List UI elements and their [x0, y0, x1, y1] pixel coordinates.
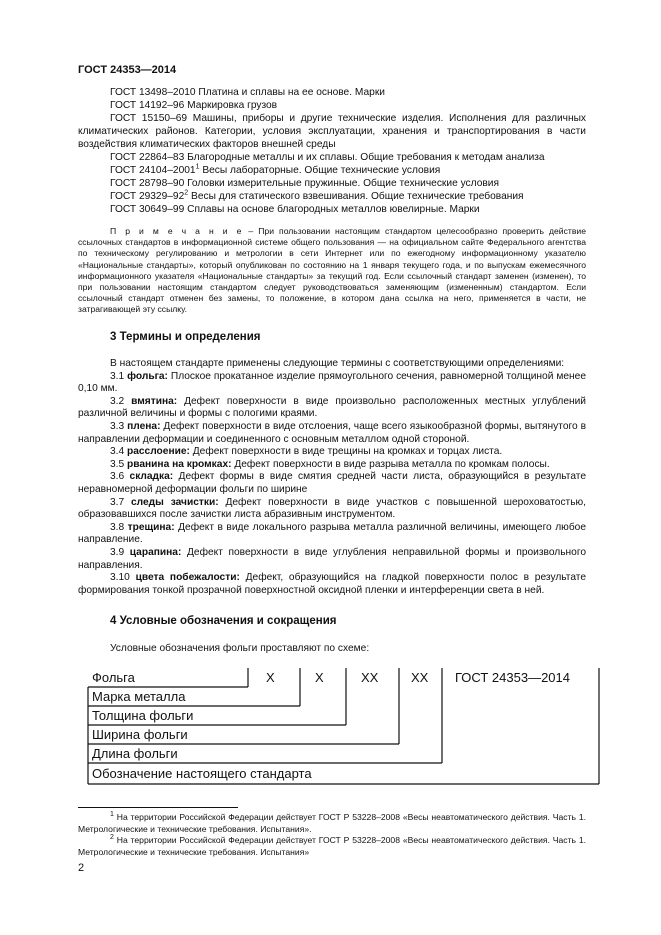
term-name: трещина: [127, 521, 175, 533]
note-text: – При пользовании настоящим стандартом целесообразно проверить действие ссылочных стандартов в информационной системе общего пользования — на официальном сайте Федерального агентства по техническому регулированию и метрологии в сети Интернет или по ежегодному информационному указателю «Национальные стандарты», который опубликован по состоянию на 1 января текущего года, и по выпускам ежемесячного информационного указателя «Национальные стандарты» за текущий год. Если ссылочный стандарт заменен (изменен), то при пользовании настоящим стандартом следует руководствоваться заменяющим (измененным) стандартом. Если ссылочный стандарт отменен без замены, то положение, в котором дана ссылка на него, применяется в части, не затрагивающей эту ссылку. [78, 226, 586, 315]
footnote-number: 1 [110, 811, 114, 819]
footnotes [78, 812, 586, 858]
footnote-text: На территории Российской Федерации действует ГОСТ Р 53228–2008 «Весы неавтоматического действия. Часть 1. Метрологические и технические требования. Испытания» [78, 835, 586, 857]
term-number: 3.1 [110, 370, 128, 382]
scheme-label-width: Ширина фольги [92, 727, 188, 742]
term-number: 3.8 [110, 521, 128, 533]
scheme-field-thickness: Х [315, 670, 324, 685]
term-number: 3.9 [110, 546, 130, 558]
scheme-label-standard: Обозначение настоящего стандарта [92, 766, 312, 781]
scheme-label-length: Длина фольги [92, 746, 178, 761]
term-number: 3.2 [110, 395, 132, 407]
page-number: 2 [78, 862, 85, 874]
reference-code: ГОСТ 24104–2001 [110, 165, 196, 176]
term-name: фольга: [127, 370, 168, 382]
term-number: 3.10 [110, 572, 136, 584]
term-definition: Дефект поверхности в виде отслоения, чаще всего языкообразной формы, вытянутого в направлении деформации и соединенного с основным металлом одной стороной. [78, 420, 586, 445]
term-name: расслоение: [127, 446, 190, 458]
scheme-field-width: ХХ [361, 670, 379, 685]
term-name: плена: [127, 420, 161, 432]
terms-intro: В настоящем стандарте применены следующие термины с соответствующими определениями: [110, 358, 565, 369]
term-number: 3.5 [110, 458, 127, 470]
note-label: П р и м е ч а н и е [110, 226, 244, 236]
term-definition: Плоское прокатанное изделие прямоугольного сечения, равномерной толщиной менее 0,10 мм. [78, 370, 586, 395]
scheme-standard: ГОСТ 24353—2014 [455, 670, 571, 685]
term-definition: Дефект поверхности в виде произвольно расположенных местных углублений различной величины и формы с пологими краями. [78, 395, 586, 420]
term-number: 3.3 [110, 420, 128, 432]
footnote-text: На территории Российской Федерации действует ГОСТ Р 53228–2008 «Весы неавтоматического действия. Часть 1. Метрологические и технические требования. Испытания». [78, 812, 586, 834]
footnote [78, 835, 586, 858]
scheme-field-length: ХХ [411, 670, 429, 685]
reference-item: ГОСТ 13498–2010 Платина и сплавы на ее основе. Марки [110, 87, 385, 98]
scheme-label-thickness: Толщина фольги [92, 708, 194, 723]
reference-item: ГОСТ 22864–83 Благородные металлы и их сплавы. Общие требования к методам анализа [110, 152, 545, 163]
term-name: вмятина: [131, 395, 178, 407]
term-definition: Дефект поверхности в виде разрыва металла по кромкам полосы. [231, 458, 550, 470]
reference-item: ГОСТ 28798–90 Головки измерительные пружинные. Общие технические условия [110, 178, 499, 189]
running-header: ГОСТ 24353—2014 [78, 64, 177, 76]
term-name: царапина: [129, 546, 182, 558]
section-3-title: 3 Термины и определения [110, 331, 261, 343]
term-definition: Дефект, образующийся на гладкой поверхности полос в результате формирования тонкой прозрачной поверхностной оксидной пленки и интерференции света в ней. [78, 572, 586, 596]
term-definition: Дефект поверхности в виде трещины на кромках и торцах листа. [189, 446, 503, 458]
section-4-title: 4 Условные обозначения и сокращения [110, 615, 337, 627]
term-name: складка: [129, 471, 174, 483]
footnote [78, 812, 586, 835]
term-number: 3.4 [110, 446, 127, 458]
term-number: 3.6 [110, 471, 130, 483]
footnote-mark[interactable]: 2 [184, 189, 189, 197]
term-number: 3.7 [110, 496, 132, 508]
footnote-mark[interactable]: 1 [195, 163, 200, 171]
reference-code: ГОСТ 29329–92 [110, 191, 185, 202]
scheme-intro: Условные обозначения фольги проставляют по схеме: [110, 643, 370, 654]
term-definition: Дефект в виде локального разрыва металла различной величины, имеющего любое направление. [78, 521, 586, 546]
scheme-label-metal: Марка металла [92, 689, 186, 704]
term-name: цвета побежалости: [135, 572, 240, 584]
term-definition: Дефект поверхности в виде участков с повышенной шероховатостью, образовавшихся после зачистки листа абразивным инструментом. [78, 496, 586, 521]
term-name: следы зачистки: [131, 496, 219, 508]
reference-item: ГОСТ 15150–69 Машины, приборы и другие технические изделия. Исполнения для различных климатических районов. Категории, условия эксплуатации, хранения и транспортирования в части воздействия климатических факторов внешней среды [78, 113, 586, 150]
reference-title: Весы лабораторные. Общие технические условия [199, 165, 441, 176]
scheme-head: Фольга [92, 670, 135, 685]
reference-item: ГОСТ 14192–96 Маркировка грузов [110, 100, 278, 111]
scheme-field-metal: Х [266, 670, 275, 685]
term-definition: Дефект поверхности в виде углубления неправильной формы и произвольного направления. [78, 546, 586, 571]
reference-title: Весы для статического взвешивания. Общие технические требования [188, 191, 524, 202]
footnote-number: 2 [110, 834, 114, 842]
footnote-separator [78, 807, 238, 808]
reference-item: ГОСТ 30649–99 Сплавы на основе благородных металлов ювелирные. Марки [110, 204, 480, 215]
term-definition: Дефект формы в виде смятия средней части листа, образующийся в результате неравномерной деформации фольги по ширине [78, 471, 586, 495]
term-name: рванина на кромках: [127, 458, 232, 470]
